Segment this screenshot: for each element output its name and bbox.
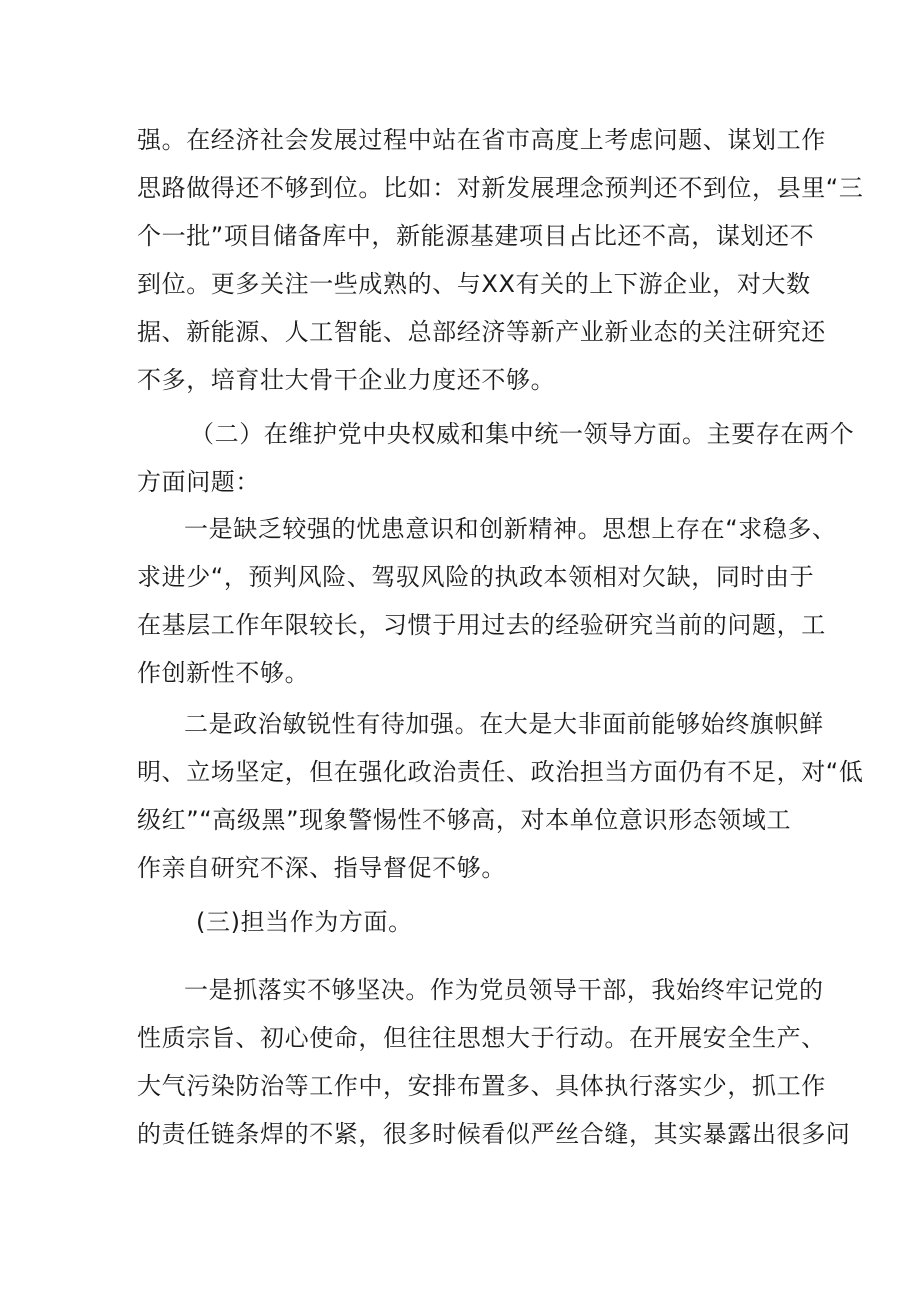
section-heading-line: (三)担当作为方面。 — [196, 908, 413, 936]
body-text-line: 求进少“，预判风险、驾驭风险的执政本领相对欠缺，同时由于 — [137, 563, 815, 591]
body-text-line: 作创新性不够。 — [137, 659, 310, 687]
body-text-line: 作亲自研究不深、指导督促不够。 — [137, 854, 506, 882]
body-text-line: 一是缺乏较强的忧患意识和创新精神。思想上存在“求稳多、 — [184, 515, 837, 543]
body-text-line: 二是政治敏锐性有待加强。在大是大非面前能够始终旗帜鲜 — [184, 710, 824, 738]
body-text-line: 的责任链条焊的不紧，很多时候看似严丝合缝，其实暴露出很多问 — [137, 1120, 851, 1148]
section-heading-line: （二）在维护党中央权威和集中统一领导方面。主要存在两个 — [190, 420, 855, 448]
body-text-line: 大气污染防治等工作中，安排布置多、具体执行落实少，抓工作 — [137, 1072, 826, 1100]
body-text-line: 据、新能源、人工智能、总部经济等新产业新业态的关注研究还 — [137, 318, 826, 346]
body-text-line: 到位。更多关注一些成熟的、与XX有关的上下游企业，对大数 — [137, 270, 811, 298]
body-text-line: 思路做得还不够到位。比如：对新发展理念预判还不到位，县里“三 — [137, 174, 864, 202]
body-text-line: 强。在经济社会发展过程中站在省市高度上考虑问题、谋划工作 — [137, 126, 826, 154]
body-text-line: 明、立场坚定，但在强化政治责任、政治担当方面仍有不足，对“低 — [137, 758, 864, 786]
section-heading-line: 方面问题： — [137, 468, 260, 496]
body-text-line: 不多，培育壮大骨干企业力度还不够。 — [137, 366, 556, 394]
body-text-line: 级红”“高级黑”现象警惕性不够高，对本单位意识形态领域工 — [137, 806, 792, 834]
body-text-line: 一是抓落实不够坚决。作为党员领导干部，我始终牢记党的 — [184, 976, 824, 1004]
body-text-line: 性质宗旨、初心使命，但往往思想大于行动。在开展安全生产、 — [137, 1024, 826, 1052]
body-text-line: 在基层工作年限较长，习惯于用过去的经验研究当前的问题，工 — [137, 611, 826, 639]
body-text-line: 个一批”项目储备库中，新能源基建项目占比还不高，谋划还不 — [137, 222, 815, 250]
